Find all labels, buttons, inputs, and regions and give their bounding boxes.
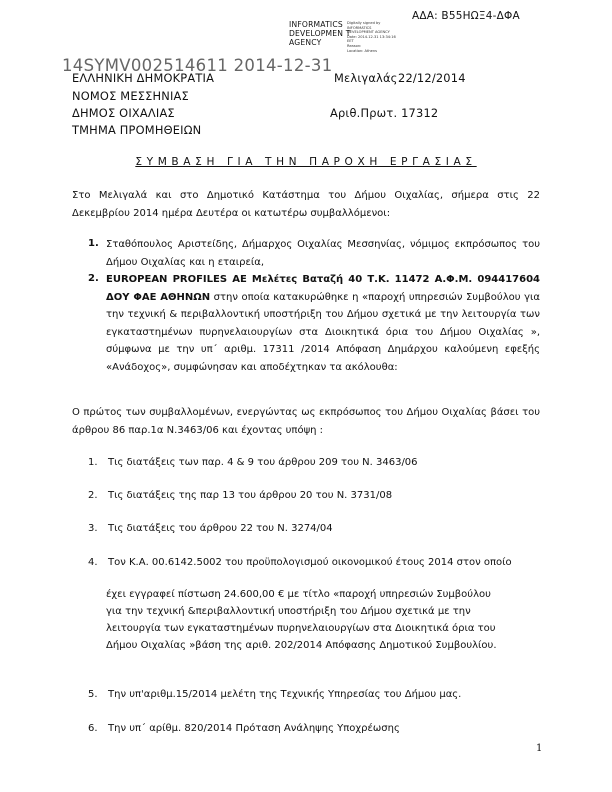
header-place: Μελιγαλάς	[334, 71, 398, 85]
party-number: 2.	[88, 273, 99, 284]
item-text: Την υπ'αριθμ.15/2014 μελέτη της Τεχνικής Υπηρεσίας του Δήμου μας.	[108, 689, 462, 700]
document-id-watermark: 14SYMV002514611 2014-12-31	[62, 56, 333, 75]
header-line: ΕΛΛΗΝΙΚΗ ΔΗΜΟΚΡΑΤΙΑ	[72, 71, 215, 85]
signature-line: Reason:	[347, 43, 362, 48]
signature-agency: INFORMATICS DEVELOPMEN T AGENCY	[289, 20, 351, 47]
item-text: Τις διατάξεις των παρ. 4 & 9 του άρθρου 209 του Ν. 3463/06	[108, 457, 418, 468]
party-text: Σταθόπουλος Αριστείδης, Δήμαρχος Οιχαλίας Μεσσηνίας, νόμιμος εκπρόσωπος του Δήμου Οιχαλίας και η εταιρεία,	[106, 239, 540, 268]
signature-line: Location: Athens	[347, 48, 377, 53]
header-date: 22/12/2014	[398, 71, 466, 85]
consideration-paragraph: Ο πρώτος των συμβαλλομένων, ενεργώντας ως εκπρόσωπος του Δήμου Οιχαλίας βάσει του άρθρου 86 παρ.1α Ν.3463/06 και έχοντας υπόψη :	[72, 407, 540, 436]
intro-paragraph: Στο Μελιγαλά και στο Δημοτικό Κατάστημα του Δήμου Οιχαλίας, σήμερα στις 22 Δεκεμβρίου 2014 ημέρα Δευτέρα οι κατωτέρω συμβαλλόμενοι:	[72, 190, 540, 219]
signature-line: INFORMATICS	[347, 25, 372, 30]
signature-line: Date: 2014.12.31 13:34:16	[347, 34, 396, 39]
item-text: Τις διατάξεις της παρ 13 του άρθρου 20 του Ν. 3731/08	[108, 490, 393, 501]
item-text: Την υπ΄ αρίθμ. 820/2014 Πρόταση Ανάληψης Υποχρέωσης	[108, 723, 400, 734]
signature-line: EET	[347, 39, 354, 44]
signature-line: DEVELOPMENT AGENCY	[347, 30, 390, 35]
item-text: Τις διατάξεις του άρθρου 22 του Ν. 3274/04	[108, 523, 333, 534]
item-4-continuation: έχει εγγραφεί πίστωση 24.600,00 € με τίτλο «παροχή υπηρεσιών Συμβούλου για την τεχνική &περιβαλλοντική υποστήριξη του Δήμου σχετικά με την λειτουργία των εγκαταστημένων πυρηνελαιουργίων στα Διοικητικά όρια του Δήμου Οιχαλίας »βάση της αριθ. 202/2014 Απόφασης Δημοτικού Συμβουλίου.	[106, 589, 497, 651]
party-text	[106, 271, 540, 376]
header-line: ΤΜΗΜΑ ΠΡΟΜΗΘΕΙΩΝ	[72, 123, 202, 137]
item-number: 5.	[88, 689, 98, 700]
signature-details	[347, 21, 421, 53]
header-protocol: Αριθ.Πρωτ. 17312	[330, 106, 439, 120]
header-line: ΝΟΜΟΣ ΜΕΣΣΗΝΙΑΣ	[72, 89, 189, 103]
signature-line: Digitally signed by	[347, 21, 381, 25]
party-company: EUROPEAN PROFILES AE Μελέτες Βαταζή 40 Τ.Κ. 11472 Α.Φ.Μ. 094417604 ΔΟΥ ΦΑΕ ΑΘΗΝΩΝ	[106, 274, 540, 303]
item-number: 3.	[88, 523, 98, 534]
item-number: 2.	[88, 490, 98, 501]
item-number: 6.	[88, 723, 98, 734]
party-description: στην οποία κατακυρώθηκε η «παροχή υπηρεσιών Συμβούλου για την τεχνική & περιβαλλοντική υποστήριξη του Δήμου σχετικά με την λειτουργία των εγκαταστημένων πυρηνελαιουργίων στα Διοικητικά όρια του Δήμου Οιχαλίας », σύμφωνα με την υπ΄ αριθμ. 17311 /2014 Απόφαση Δημάρχου καλούμενη εφεξής «Ανάδοχος», συμφώνησαν και αποδέχτηκαν τα ακόλουθα:	[106, 291, 540, 373]
item-number: 1.	[88, 457, 98, 468]
item-text: Τον Κ.Α. 00.6142.5002 του προϋπολογισμού οικονομικού έτους 2014 στον οποίο	[108, 557, 512, 568]
document-title: ΣΥΜΒΑΣΗ ΓΙΑ ΤΗΝ ΠΑΡΟΧΗ ΕΡΓΑΣΙΑΣ	[135, 156, 477, 168]
item-number: 4.	[88, 557, 98, 568]
ada-code: ΑΔΑ: Β55ΗΩΞ4-ΔΦΑ	[412, 10, 520, 22]
party-number: 1.	[88, 238, 99, 249]
page-number: 1	[536, 743, 543, 754]
header-line: ΔΗΜΟΣ ΟΙΧΑΛΙΑΣ	[72, 106, 175, 120]
